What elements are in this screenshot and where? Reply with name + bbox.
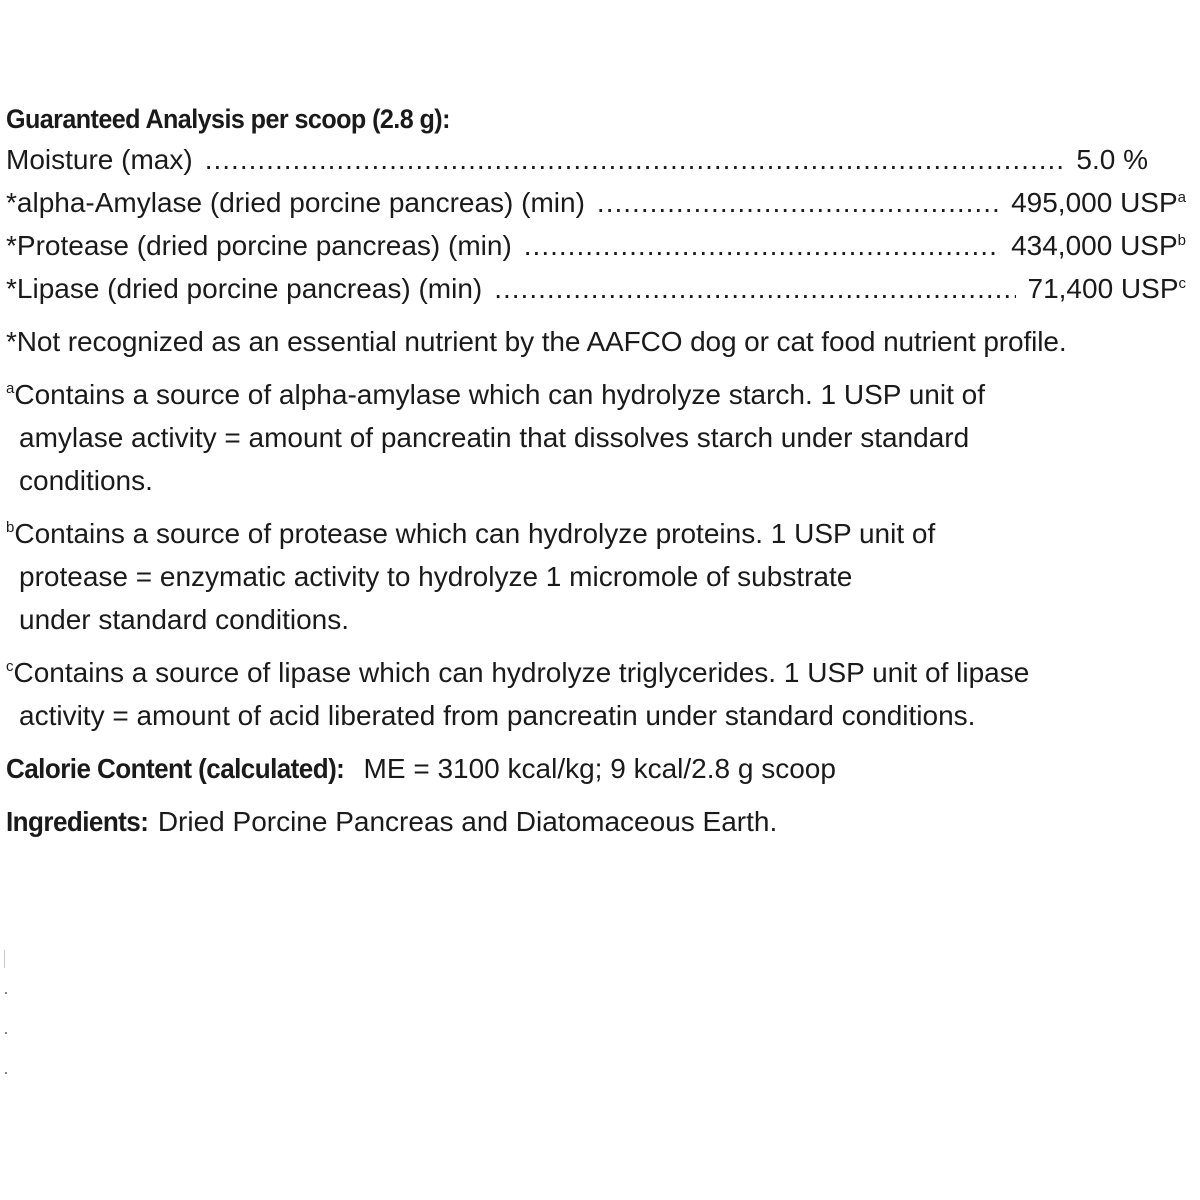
- footnote-a: [6, 373, 1196, 502]
- row-value: 71,400 USP$^c$: [1027, 273, 1186, 304]
- row-label: *alpha-Amylase (dried porcine pancreas) (min): [6, 187, 585, 218]
- scan-artifacts: [3, 950, 13, 1080]
- footnote-text: conditions.: [19, 465, 153, 496]
- footnote-text: Contains a source of alpha-amylase which can hydrolyze starch. 1 USP unit of: [14, 379, 985, 410]
- calorie-text: ME = 3100 kcal/kg; 9 kcal/2.8 g scoop: [355, 753, 836, 784]
- analysis-row-moisture: [6, 138, 1148, 181]
- calorie-label: Calorie Content (calculated):: [6, 753, 345, 784]
- analysis-row-lipase: [6, 267, 1186, 310]
- row-value: 5.0 %: [1076, 144, 1148, 175]
- footnote-text: under standard conditions.: [19, 604, 349, 635]
- calorie-content: [6, 747, 1196, 790]
- scan-mark: [5, 1072, 7, 1074]
- footnote-b: [6, 512, 1196, 641]
- footnote-mark: c: [6, 658, 14, 675]
- footnote-text: Contains a source of lipase which can hydrolyze triglycerides. 1 USP unit of lipase: [13, 657, 1030, 688]
- footnote-ref: b: [1177, 232, 1186, 249]
- footnote-ref: a: [1177, 189, 1186, 206]
- leader-dots: [524, 224, 999, 267]
- leader-dots: [494, 267, 1015, 310]
- footnote-text: activity = amount of acid liberated from pancreatin under standard conditions.: [19, 700, 976, 731]
- analysis-row-protease: [6, 224, 1186, 267]
- scan-mark: [5, 1032, 7, 1034]
- ingredients-label: Ingredients:: [6, 806, 149, 837]
- nutrient-note: *Not recognized as an essential nutrient by the AAFCO dog or cat food nutrient profile.: [6, 326, 1067, 357]
- label-document: [6, 100, 1196, 843]
- row-label: Moisture (max): [6, 144, 193, 175]
- row-label: *Protease (dried porcine pancreas) (min): [6, 230, 512, 261]
- footnote-text: Contains a source of protease which can hydrolyze proteins. 1 USP unit of: [14, 518, 936, 549]
- row-value: 495,000 USP$^a$: [1011, 187, 1186, 218]
- footnote-text: amylase activity = amount of pancreatin that dissolves starch under standard: [19, 422, 970, 453]
- scan-mark: [5, 992, 7, 994]
- footnote-c: [6, 651, 1196, 737]
- leader-dots: [597, 181, 999, 224]
- footnote-text: protease = enzymatic activity to hydrolyze 1 micromole of substrate: [19, 561, 853, 592]
- footnote-mark: b: [6, 519, 15, 536]
- leader-dots: [205, 138, 1065, 181]
- analysis-title: Guaranteed Analysis per scoop (2.8 g):: [6, 104, 450, 134]
- footnote-ref: c: [1178, 275, 1186, 292]
- row-value: 434,000 USP$^b$: [1011, 230, 1186, 261]
- analysis-row-amylase: [6, 181, 1186, 224]
- ingredients-text: Dried Porcine Pancreas and Diatomaceous Earth.: [150, 806, 778, 837]
- row-label: *Lipase (dried porcine pancreas) (min): [6, 273, 483, 304]
- ingredients: [6, 800, 1196, 843]
- scan-mark: [4, 950, 8, 968]
- footnote-mark: a: [6, 380, 15, 397]
